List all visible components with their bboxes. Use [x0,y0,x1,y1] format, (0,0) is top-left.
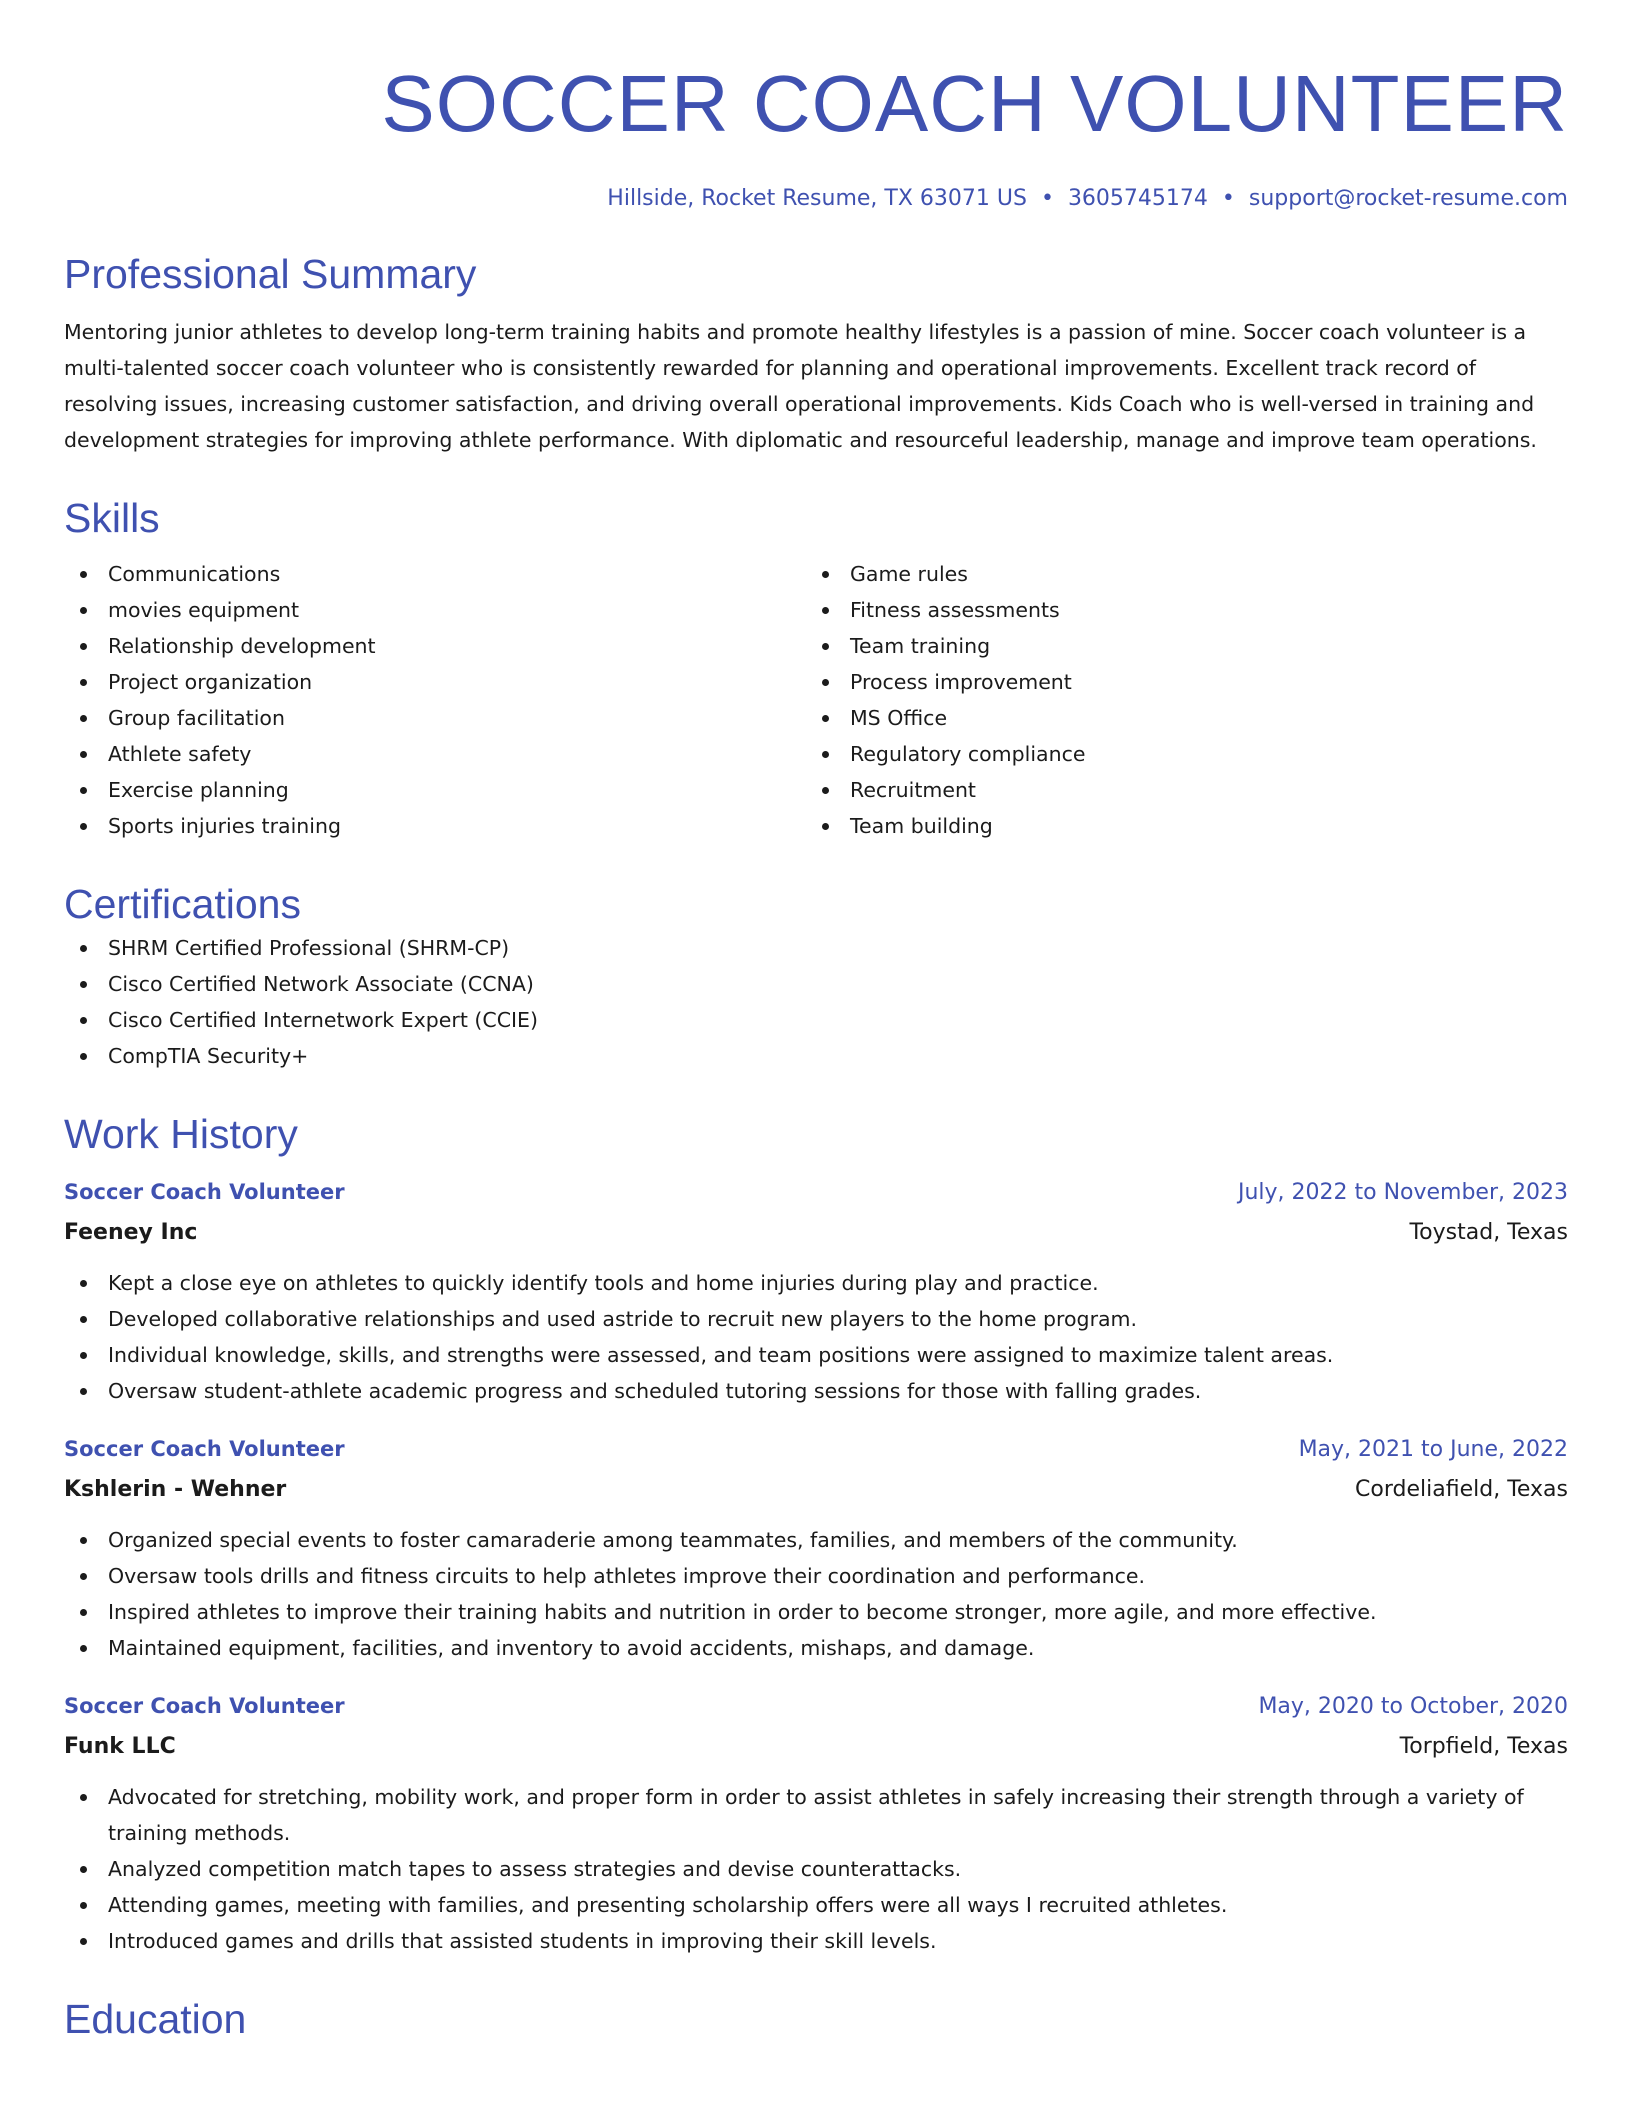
job-company: Kshlerin - Wehner [64,1477,287,1502]
skill-item: Relationship development [64,628,806,664]
skills-list-right [806,556,1548,844]
skill-item: Regulatory compliance [806,736,1548,772]
education-heading: Education [64,1996,247,2042]
certification-item: SHRM Certified Professional (SHRM-CP) [64,930,1568,966]
work-history [64,1172,1568,1959]
job-entry [64,1172,1568,1409]
certification-item: CompTIA Security+ [64,1038,1568,1074]
job-title: Soccer Coach Volunteer [64,1694,345,1718]
job-title-row [64,1686,1568,1727]
contact-separator: • [1221,186,1235,211]
certification-item: Cisco Certified Network Associate (CCNA) [64,966,1568,1002]
job-location: Torpfield, Texas [1399,1734,1568,1759]
job-bullet: Oversaw tools drills and fitness circuits to help athletes improve their coordination and performance. [64,1558,1568,1594]
job-entry [64,1686,1568,1959]
job-dates: May, 2021 to June, 2022 [1298,1437,1568,1462]
job-bullets [64,1779,1568,1959]
job-entry [64,1429,1568,1666]
summary-text: Mentoring junior athletes to develop long-term training habits and promote healthy lifestyles is a passion of mine. Soccer coach volunteer is a multi-talented soccer coach volunteer who is consistently rewarded for planning and operational improvements. Excellent track record of resolving issues, increasing customer satisfaction, and driving overall operational improvements. Kids Coach who is well-versed in training and development strategies for improving athlete performance. With diplomatic and resourceful leadership, manage and improve team operations. [64,320,1537,452]
job-bullet: Individual knowledge, skills, and strengths were assessed, and team positions were assigned to maximize talent areas. [64,1337,1568,1373]
skill-item: Recruitment [806,772,1548,808]
skill-item: movies equipment [64,592,806,628]
job-bullet: Developed collaborative relationships and used astride to recruit new players to the home program. [64,1301,1568,1337]
contact-line [64,184,1568,214]
job-dates: May, 2020 to October, 2020 [1258,1694,1568,1719]
skill-item: Fitness assessments [806,592,1548,628]
contact-address: Hillside, Rocket Resume, TX 63071 US [607,186,1027,211]
job-location: Cordeliafield, Texas [1355,1477,1568,1502]
work-history-heading: Work History [64,1111,298,1157]
contact-email: support@rocket-resume.com [1248,186,1568,211]
job-title: Soccer Coach Volunteer [64,1180,345,1204]
job-company: Funk LLC [64,1734,176,1759]
job-bullet: Attending games, meeting with families, and presenting scholarship offers were all ways I recruited athletes. [64,1887,1568,1923]
skills-heading: Skills [64,495,160,541]
skill-item: Sports injuries training [64,808,806,844]
skill-item: MS Office [806,700,1548,736]
skills-grid [64,556,1568,844]
job-bullets [64,1265,1568,1409]
contact-phone: 3605745174 [1067,186,1208,211]
job-bullet: Oversaw student-athlete academic progress and scheduled tutoring sessions for those with falling grades. [64,1373,1568,1409]
job-bullet: Advocated for stretching, mobility work, and proper form in order to assist athletes in safely increasing their strength through a variety of training methods. [64,1779,1568,1851]
skills-column-right [806,556,1548,844]
job-bullets [64,1522,1568,1666]
skill-item: Process improvement [806,664,1548,700]
contact-separator: • [1040,186,1054,211]
certification-item: Cisco Certified Internetwork Expert (CCIE) [64,1002,1568,1038]
skills-list-left [64,556,806,844]
candidate-name: SOCCER COACH VOLUNTEER [381,59,1568,148]
certifications-heading: Certifications [64,881,301,927]
summary-heading: Professional Summary [64,251,477,297]
skill-item: Project organization [64,664,806,700]
job-dates: July, 2022 to November, 2023 [1237,1180,1568,1205]
job-location: Toystad, Texas [1409,1220,1568,1245]
job-bullet: Inspired athletes to improve their training habits and nutrition in order to become stronger, more agile, and more effective. [64,1594,1568,1630]
resume-page [64,0,1568,2045]
skill-item: Group facilitation [64,700,806,736]
skill-item: Team training [806,628,1548,664]
skill-item: Exercise planning [64,772,806,808]
skill-item: Athlete safety [64,736,806,772]
certifications-list [64,930,1568,1074]
job-bullet: Introduced games and drills that assisted students in improving their skill levels. [64,1923,1568,1959]
job-title-row [64,1429,1568,1470]
job-company-row [64,1470,1568,1510]
job-bullet: Organized special events to foster camaraderie among teammates, families, and members of the community. [64,1522,1568,1558]
job-title: Soccer Coach Volunteer [64,1437,345,1461]
job-title-row [64,1172,1568,1213]
job-bullet: Kept a close eye on athletes to quickly identify tools and home injuries during play and practice. [64,1265,1568,1301]
skill-item: Game rules [806,556,1548,592]
skills-column-left [64,556,806,844]
job-company: Feeney Inc [64,1220,198,1245]
job-company-row [64,1727,1568,1767]
skill-item: Communications [64,556,806,592]
skill-item: Team building [806,808,1548,844]
job-bullet: Analyzed competition match tapes to assess strategies and devise counterattacks. [64,1851,1568,1887]
job-bullet: Maintained equipment, facilities, and inventory to avoid accidents, mishaps, and damage. [64,1630,1568,1666]
job-company-row [64,1213,1568,1253]
